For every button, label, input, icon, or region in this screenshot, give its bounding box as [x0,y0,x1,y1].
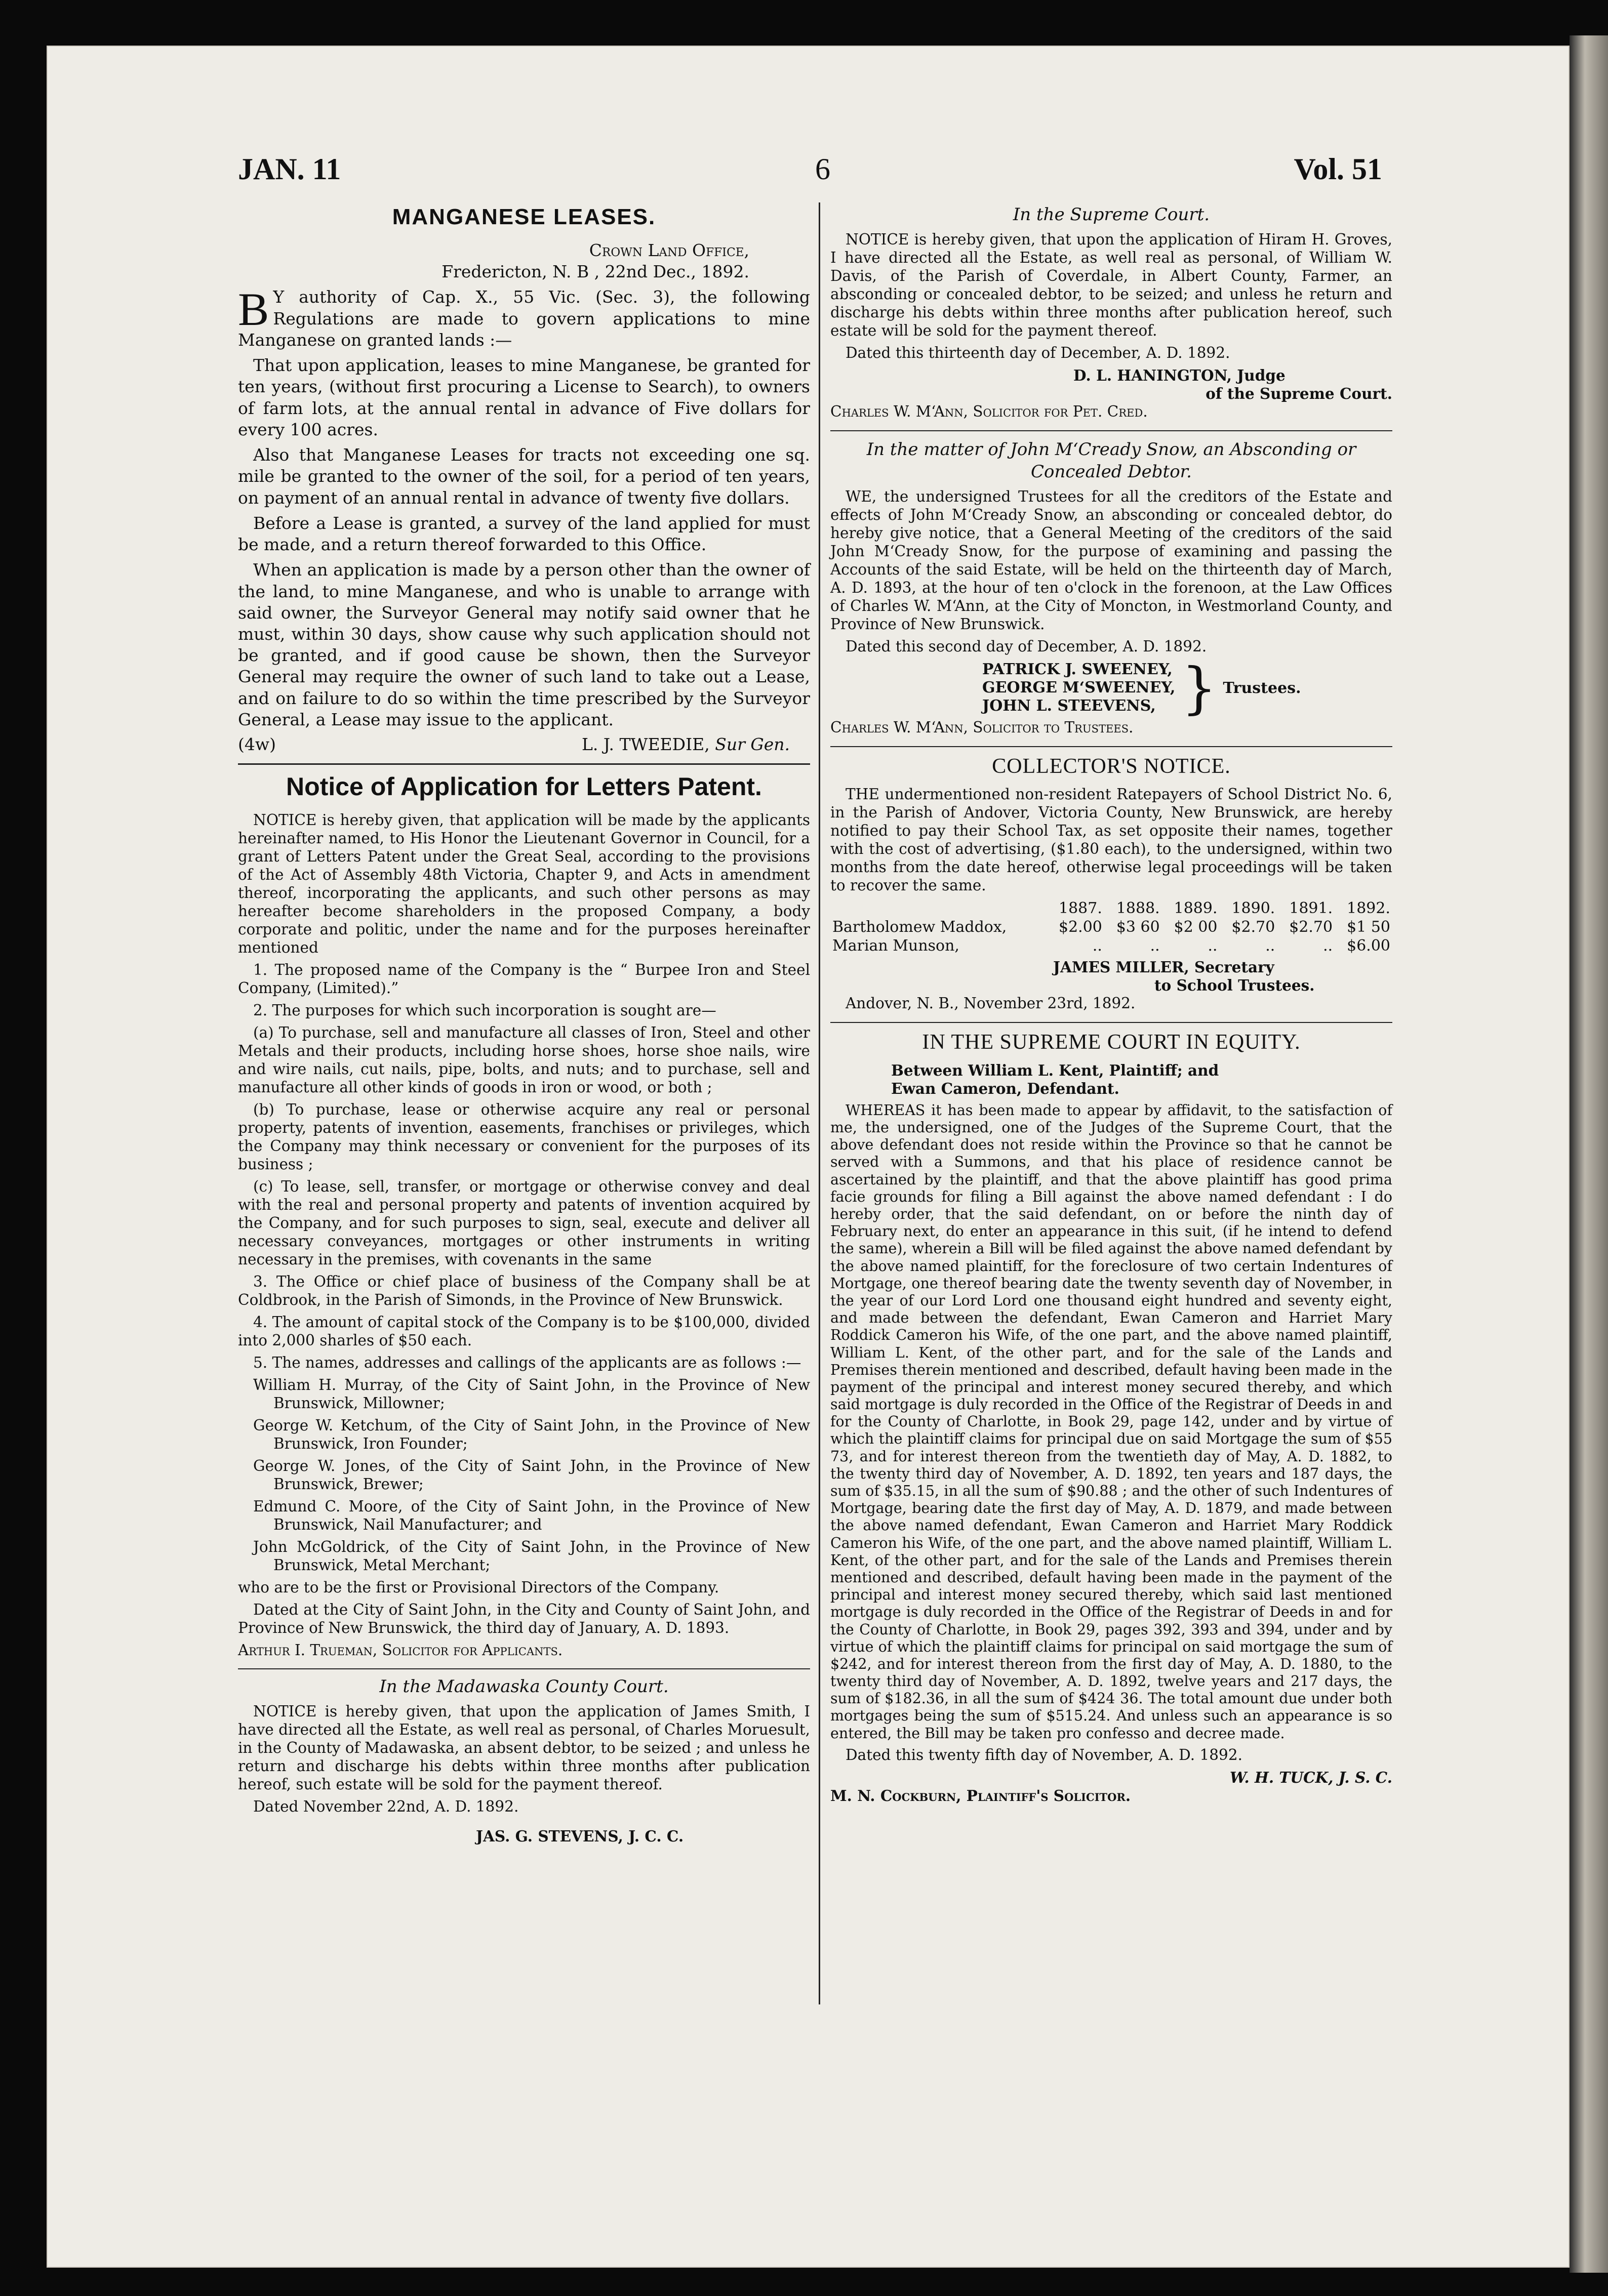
tax-value: $2.00 [1059,918,1102,936]
tax-value: $3 60 [1116,918,1160,936]
equity-solicitor: M. N. Cockburn, Plaintiff's Solicitor. [830,1786,1131,1805]
year-header: 1892. [1347,899,1390,917]
equity-signer: W. H. TUCK, J. S. C. [1229,1768,1392,1786]
supreme-dated: Dated this thirteenth day of December, A. D. 1892. [846,344,1230,361]
supreme-court: In the Supreme Court. [1013,204,1210,225]
tax-value: $2 00 [1174,918,1218,936]
equity-notice [830,1030,1392,1805]
patent-item5: 5. The names, addresses and callings of the applicants are as follows :— [253,1354,801,1371]
snow-p1: WE, the undersigned Trustees for all the creditors of the Estate and effects of John M‘Cready Snow, an absconding or concealed debtor, do hereby give notice, that a General Meeting of the creditors of the said John M‘Cready Snow, for the purpose of examining and passing the Accounts of the said Estate, will be held on the thirteenth day of March, A. D. 1893, at the hour of ten o'clock in the forenoon, at the Law Offices of Charles W. M‘Ann, at the City of Moncton, in Westmorland County, and Province of New Brunswick. [830,488,1392,633]
year-header: 1891. [1289,899,1333,917]
collector-signer-title: to School Trustees. [1154,976,1315,994]
trustees-label: Trustees. [1223,679,1301,697]
header-date: JAN. 11 [238,152,341,186]
table-row [830,936,1392,955]
table-header-row [830,899,1392,918]
column-divider [819,202,820,2004]
tax-value: .. [1092,936,1102,955]
page-header [238,142,1382,192]
applicant: John McGoldrick, of the City of Saint John, in the Province of New Brunswick, Metal Merchant; [253,1538,810,1574]
brace: } [1181,655,1217,721]
manganese-signature [238,734,810,754]
collector-signer: JAMES MILLER, Secretary [1053,958,1274,976]
manganese-p5: When an application is made by a person other than the owner of the land, to mine Manganese, and who is unable to arrange with said owner, the Surveyor General may notify said owner that he must, within 30 days, show cause why such application should not be granted, and if good cause be shown, then the Surveyor General may require the owner of such land to take out a Lease, and on failure to do so within the time prescribed by the Surveyor General, a Lease may issue to the applicant. [238,560,810,729]
trustee-name: JOHN L. STEEVENS, [982,697,1156,715]
supreme-notice [830,204,1392,421]
applicant: Edmund C. Moore, of the City of Saint John, in the Province of New Brunswick, Nail Manufacturer; and [253,1497,810,1533]
table-row [830,918,1392,936]
manganese-office: Crown Land Office, [589,240,749,260]
collector-dated: Andover, N. B., November 23rd, 1892. [846,994,1136,1012]
divider [830,1022,1392,1023]
equity-dated: Dated this twenty fifth day of November, A. D. 1892. [846,1746,1242,1764]
page-number: 6 [815,152,830,186]
patent-item3: 3. The Office or chief place of business of the Company shall be at Coldbrook, in the Parish of Simonds, in the Province of New Brunswick. [238,1273,810,1308]
manganese-dateline: Fredericton, N. B , 22nd Dec., 1892. [441,262,749,282]
patent-p1: NOTICE is hereby given, that application will be made by the applicants hereinafter named, to His Honor the Lieutenant Governor in Council, for a grant of Letters Patent under the Great Seal, according to the provisions of the Act of Assembly 48th Victoria, Chapter 9, and Acts in amendment thereof, incorporating the applicants, and such other persons as may hereafter become shareholders in the proposed Company, a body corporate and politic, under the name and for the purposes hereinafter mentioned [238,811,810,957]
collector-p1: THE undermentioned non-resident Ratepayers of School District No. 6, in the Parish of Andover, Victoria County, New Brunswick, are hereby notified to pay their School Tax, as set opposite their names, together with the cost of advertising, ($1.80 each), to the undersigned, within two months from the date hereof, otherwise legal proceedings will be taken to recover the same. [830,786,1392,894]
trustees-block [982,655,1392,721]
drop-cap: B [238,283,269,336]
madawaska-p1: NOTICE is hereby given, that upon the application of James Smith, I have directed all the Estate, as well real as personal, of Charles Moruesult, in the County of Madawaska, an absent debtor, to be seized ; and unless he return and discharge his debts within three months after publication hereof, such estate will be sold for the payment thereof. [238,1703,810,1793]
year-header: 1890. [1231,899,1275,917]
manganese-code: (4w) [238,734,276,755]
patent-item1: 1. The proposed name of the Company is the “ Burpee Iron and Steel Company, (Limited).” [238,961,810,997]
manganese-signer: L. J. TWEEDIE, [582,734,710,755]
patent-item2: 2. The purposes for which such incorporation is sought are— [253,1002,716,1019]
patent-notice [238,772,810,1659]
snow-title: In the matter of John M‘Cready Snow, an Absconding or Concealed Debtor. [866,439,1356,482]
supreme-signer: D. L. HANINGTON, Judge [1073,366,1285,384]
patent-title: Notice of Application for Letters Patent. [286,772,762,801]
trustee-names [982,661,1176,715]
snow-dated: Dated this second day of December, A. D. 1892. [846,638,1207,655]
applicant: George W. Jones, of the City of Saint John, in the Province of New Brunswick, Brewer; [253,1457,810,1493]
tax-value: $1 50 [1347,918,1390,936]
divider [830,430,1392,431]
collector-title: COLLECTOR'S NOTICE. [992,755,1231,778]
equity-parties-2: Ewan Cameron, Defendant. [891,1079,1119,1097]
madawaska-notice [238,1676,810,1846]
madawaska-signer: JAS. G. STEVENS, J. C. C. [476,1827,684,1846]
patent-item4: 4. The amount of capital stock of the Company is to be $100,000, divided into 2,000 sharles of $50 each. [238,1313,810,1349]
collector-notice [830,754,1392,1013]
equity-parties-1: Between William L. Kent, Plaintiff; and [891,1061,1219,1079]
tax-table [830,899,1392,955]
tax-value: .. [1265,936,1275,955]
manganese-p4: Before a Lease is granted, a survey of the land applied for must be made, and a return thereof forwarded to this Office. [238,513,810,555]
equity-p1: WHEREAS it has been made to appear by affidavit, to the satisfaction of me, the undersigned, one of the Judges of the Supreme Court, that the above defendant does not reside within the Province so that he cannot be served with a Summons, and that his place of residence cannot be ascertained by the plaintiff, and that the above plaintiff has good prima facie grounds for filing a Bill against the above named defendant : I do hereby order, that the said defendant, on or before the ninth day of February next, do enter an appearance in this suit, (if he intend to defend the same), wherein a Bill will be filed against the above named defendant by the above named plaintiff, for the foreclosure of two certain Indentures of Mortgage, one thereof bearing date the twenty seventh day of November, in the year of our Lord Lord one thousand eight hundred and seventy eight, and made between the defendant, Ewan Cameron and Harriet Mary Roddick Cameron his Wife, of the one part, and the above named plaintiff, William L. Kent, of the other part, and for the sale of the Lands and Premises therein mentioned and described, default having been made in the payment of the principal and interest money secured thereby, and which said mortgage is duly recorded in the Office of the Registrar of Deeds in and for the County of Charlotte, in Book 29, page 142, under and by virtue of which the plaintiff claims for principal due on said Mortgage the sum of $55 73, and for interest thereon from the twentieth day of May, A. D. 1882, to the twenty third day of November, A. D. 1892, ten years and 187 days, the sum of $35.15, in all the sum of $90.88 ; and the other of such Indentures of Mortgage, bearing date the first day of May, A. D. 1879, and made between the above named defendant, Ewan Cameron and Harriet Mary Roddick Cameron his Wife, of the one part, and the above named plaintiff, William L. Kent, of the other part, and for the sale of the Lands and Premises therein mentioned and described, default having been made in the payment of the principal and interest money secured thereby, which said last mentioned mortgage is duly recorded in the Office of the Registrar of Deeds in and for the County of Charlotte, in Book 29, pages 392, 393 and 394, under and by virtue of which the plaintiff claims for principal on said mortgage the sum of $242, and for interest thereon from the first day of May, A. D. 1880, to the twenty third day of November, A. D. 1892, twelve years and 217 days, the sum of $182.36, in all the sum of $424 36. The total amount due under both mortgages being the sum of $515.24. And unless such an appearance is so entered, the Bill may be taken pro confesso and decree made. [830,1101,1392,1742]
divider [238,763,810,765]
equity-title: IN THE SUPREME COURT IN EQUITY. [922,1030,1301,1054]
year-header: 1887. [1059,899,1102,917]
manganese-p2: That upon application, leases to mine Manganese, be granted for ten years, (without first procuring a License to Search), to owners of farm lots, at the annual rental in advance of Five dollars for every 100 acres. [238,355,810,439]
left-column [238,202,810,1855]
manganese-signer-title: Sur Gen. [715,734,790,755]
manganese-p3: Also that Manganese Leases for tracts not exceeding one sq. mile be granted to the owner of the soil, for a period of ten years, on payment of an annual rental in advance of twenty five dollars. [238,445,810,508]
year-header: 1889. [1174,899,1218,917]
madawaska-dated: Dated November 22nd, A. D. 1892. [253,1798,519,1816]
divider [830,746,1392,747]
snow-solicitor: Charles W. M‘Ann, Solicitor to Trustees. [830,719,1134,736]
tax-value: .. [1150,936,1160,955]
patent-dated: Dated at the City of Saint John, in the City and County of Saint John, and Province of New Brunswick, the third day of January, A. D. 1893. [238,1601,810,1636]
trustee-name: PATRICK J. SWEENEY, [982,661,1173,679]
manganese-p1: B Y authority of Cap. X., 55 Vic. (Sec. 3), the following Regulations are made to govern applications to mine Manganese on granted lands :— [238,283,810,350]
snow-notice [830,438,1392,737]
trustee-name: GEORGE M‘SWEENEY, [982,679,1176,697]
tax-value: $6.00 [1347,936,1390,955]
page-edge [1570,35,1608,2273]
applicant: William H. Murray, of the City of Saint John, in the Province of New Brunswick, Millowner; [253,1376,810,1412]
year-header: 1888. [1116,899,1160,917]
supreme-p1: NOTICE is hereby given, that upon the application of Hiram H. Groves, I have directed all the Estate, as well real as personal, of William W. Davis, of the Parish of Coverdale, in Albert County, Farmer, an absconding or concealed debtor, to be seized; and unless he return and discharge his debts within three months after publication hereof, such estate will be sold for the payment thereof. [830,231,1392,339]
tax-value: .. [1323,936,1333,955]
patent-item2b: (b) To purchase, lease or otherwise acquire any real or personal property, patents of invention, easements, franchises or privileges, which the Company may think necessary or convenient for the purposes of its business ; [238,1100,810,1173]
supreme-solicitor: Charles W. M‘Ann, Solicitor for Pet. Cred. [830,402,1148,420]
supreme-signer-title: of the Supreme Court. [1205,384,1392,402]
tax-value: $2.70 [1289,918,1333,936]
patent-item2c: (c) To lease, sell, transfer, or mortgage or otherwise convey and deal with the real and personal property and patents of invention acquired by the Company, and for such purposes to sign, seal, execute and deliver all necessary conveyances, mortgages or other instruments in writing necessary in the premises, with covenants in the same [238,1177,810,1268]
patent-solicitor: Arthur I. Trueman, Solicitor for Applicants. [238,1641,563,1659]
ratepayer-name: Marian Munson, [832,936,959,955]
patent-closing: who are to be the first or Provisional Directors of the Company. [238,1578,719,1596]
ratepayer-name: Bartholomew Maddox, [832,918,1007,936]
divider [238,1668,810,1669]
madawaska-court: In the Madawaska County Court. [379,1676,669,1697]
manganese-notice [238,204,810,754]
manganese-title: MANGANESE LEASES. [392,204,656,229]
volume-number: Vol. 51 [1294,152,1382,186]
applicant: George W. Ketchum, of the City of Saint John, in the Province of New Brunswick, Iron Founder; [253,1416,810,1452]
patent-item2a: (a) To purchase, sell and manufacture all classes of Iron, Steel and other Metals and their products, including horse shoes, horse shoe nails, wire and wire nails, cut nails, pipe, bolts, and nuts; and to purchase, sell and manufacture all other kinds of goods in iron or wood, or both ; [238,1023,810,1096]
tax-value: $2.70 [1231,918,1275,936]
tax-value: .. [1208,936,1218,955]
right-column [830,202,1392,1814]
